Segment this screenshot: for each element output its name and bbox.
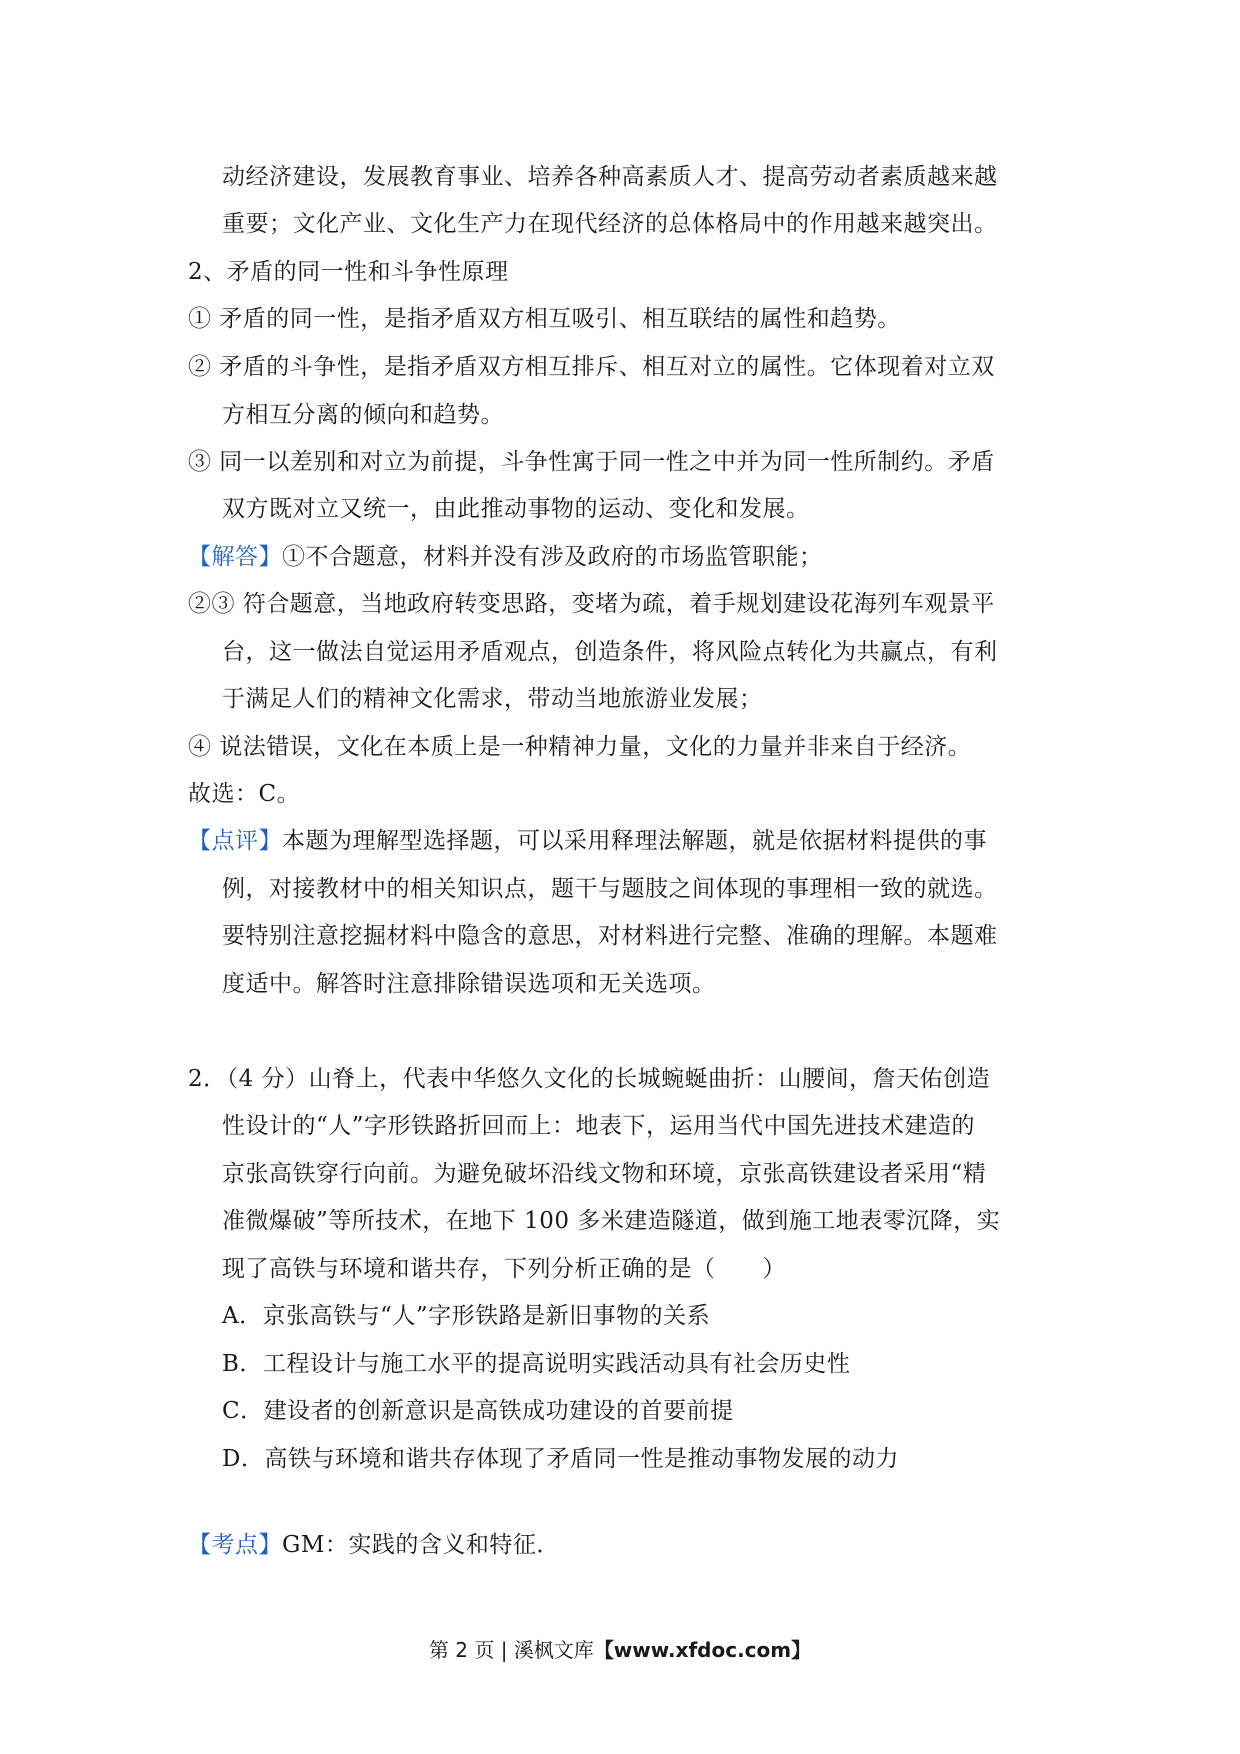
question-stem: 准微爆破”等所技术，在地下 100 多米建造隧道，做到施工地表零沉降，实: [222, 1208, 1001, 1234]
comment-text: 本题为理解型选择题，可以采用释理法解题，就是依据材料提供的事: [282, 828, 987, 854]
kaodian-line: [188, 1530, 560, 1560]
comment-line: 要特别注意挖掘材料中隐含的意思，对材料进行完整、准确的理解。本题难: [222, 923, 998, 949]
site-url[interactable]: 【www.xfdoc.com】: [593, 1638, 812, 1662]
answer-line: [188, 542, 823, 572]
body-text-line: 重要；文化产业、文化生产力在现代经济的总体格局中的作用越来越突出。: [222, 211, 998, 237]
answer-line: 于满足人们的精神文化需求，带动当地旅游业发展；: [222, 686, 763, 712]
question-stem: 2．（4 分）山脊上，代表中华悠久文化的长城蜿蜒曲折：山腰间，詹天佑创造: [188, 1066, 991, 1092]
site-name: 溪枫文库: [513, 1638, 594, 1662]
footer-separator: |: [500, 1638, 508, 1662]
answer-label: 【解答】: [188, 544, 282, 570]
point-item-continuation: 方相互分离的倾向和趋势。: [222, 402, 504, 428]
comment-line: [188, 826, 987, 856]
point-item: ① 矛盾的同一性，是指矛盾双方相互吸引、相互联结的属性和趋势。: [188, 306, 901, 332]
body-text-line: 动经济建设，发展教育事业、培养各种高素质人才、提高劳动者素质越来越: [222, 164, 998, 190]
kaodian-label: 【考点】: [188, 1532, 282, 1558]
answer-line: ②③ 符合题意，当地政府转变思路，变堵为疏，着手规划建设花海列车观景平: [188, 591, 995, 617]
comment-line: 度适中。解答时注意排除错误选项和无关选项。: [222, 971, 716, 997]
comment-label: 【点评】: [188, 828, 282, 854]
kaodian-text: GM：实践的含义和特征．: [282, 1532, 560, 1558]
answer-line: ④ 说法错误，文化在本质上是一种精神力量，文化的力量并非来自于经济。: [188, 734, 972, 760]
answer-line: 台，这一做法自觉运用矛盾观点，创造条件，将风险点转化为共赢点，有利: [222, 639, 998, 665]
question-stem: 性设计的“人”字形铁路折回而上：地表下，运用当代中国先进技术建造的: [222, 1113, 976, 1139]
page-number: 第 2 页: [428, 1638, 495, 1662]
option-c: C．建设者的创新意识是高铁成功建设的首要前提: [222, 1398, 734, 1424]
question-stem: 现了高铁与环境和谐共存，下列分析正确的是（ ）: [222, 1256, 786, 1282]
answer-choice: 故选：C。: [188, 781, 301, 807]
point-item-continuation: 双方既对立又统一，由此推动事物的运动、变化和发展。: [222, 496, 810, 522]
question-stem: 京张高铁穿行向前。为避免破坏沿线文物和环境，京张高铁建设者采用“精: [222, 1161, 987, 1187]
option-d: D．高铁与环境和谐共存体现了矛盾同一性是推动事物发展的动力: [222, 1446, 899, 1472]
point-item: ② 矛盾的斗争性，是指矛盾双方相互排斥、相互对立的属性。它体现着对立双: [188, 354, 995, 380]
section-heading: 2、矛盾的同一性和斗争性原理: [188, 259, 509, 285]
option-a: A．京张高铁与“人”字形铁路是新旧事物的关系: [222, 1303, 711, 1329]
point-item: ③ 同一以差别和对立为前提，斗争性寓于同一性之中并为同一性所制约。矛盾: [188, 449, 995, 475]
option-b: B．工程设计与施工水平的提高说明实践活动具有社会历史性: [222, 1351, 851, 1377]
answer-text: ①不合题意，材料并没有涉及政府的市场监管职能；: [282, 544, 823, 570]
comment-line: 例，对接教材中的相关知识点，题干与题肢之间体现的事理相一致的就选。: [222, 876, 998, 902]
page-footer: [0, 1636, 1240, 1664]
